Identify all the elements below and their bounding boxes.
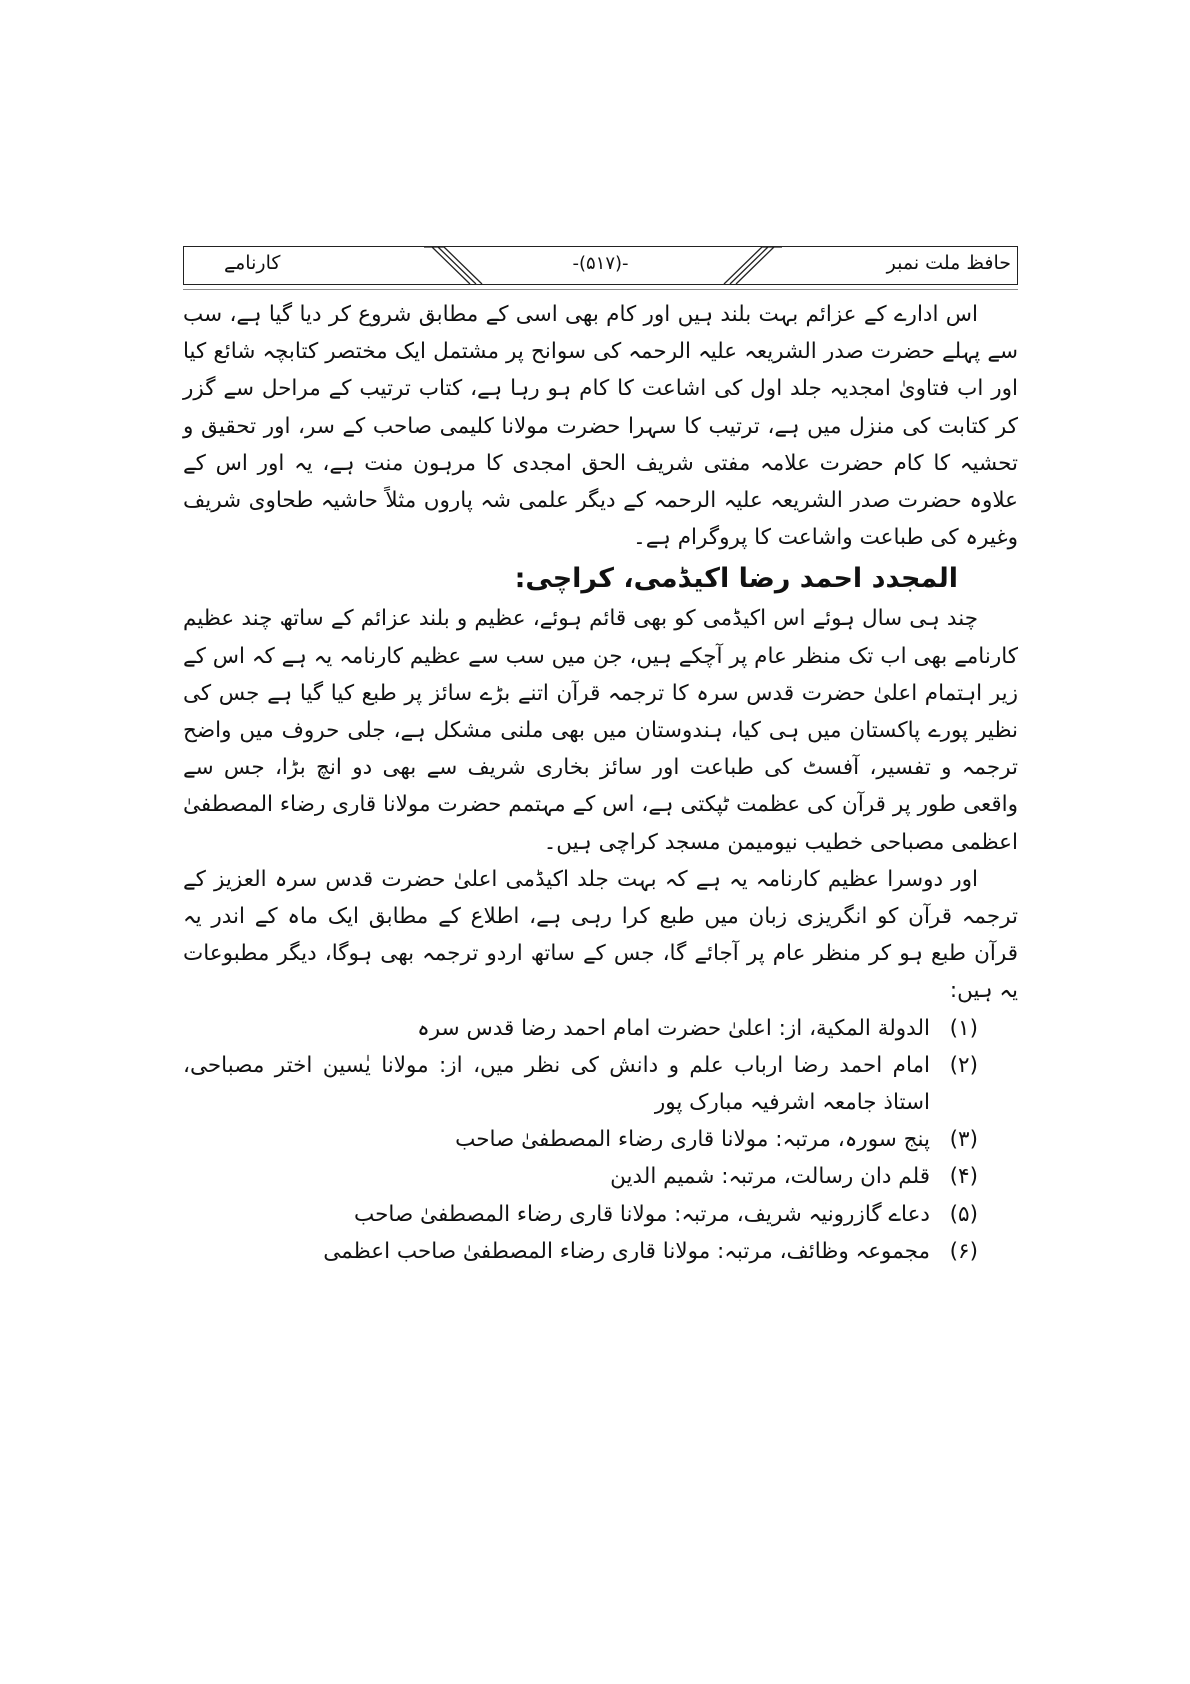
header-ornament-left xyxy=(424,246,484,285)
document-page xyxy=(183,246,1018,1270)
list-text: مجموعہ وظائف، مرتبہ: مولانا قاری رضاء المصطفیٰ صاحب اعظمی xyxy=(323,1238,930,1264)
list-item xyxy=(183,1196,978,1233)
list-item xyxy=(183,1047,978,1121)
publications-list xyxy=(183,1010,1018,1270)
list-item xyxy=(183,1010,978,1047)
section-title: کارنامے xyxy=(224,252,281,274)
list-number: (۵) xyxy=(949,1201,978,1227)
paragraph: چند ہی سال ہوئے اس اکیڈمی کو بھی قائم ہوئے، عظیم و بلند عزائم کے ساتھ چند عظیم کارنامے بھی اب تک منظر عام پر آچکے ہیں، جن میں سب سے عظیم کارنامہ یہ ہے کہ اس کے زیر اہتمام اعلیٰ حضرت قدس سرہ کا ترجمہ قرآن اتنے بڑے سائز پر طبع کیا گیا ہے جس کی نظیر پورے پاکستان میں ہی کیا، ہندوستان میں بھی ملنی مشکل ہے، جلی حروف میں واضح ترجمہ و تفسیر، آفسٹ کی طباعت اور سائز بخاری شریف سے بھی دو انچ بڑا، جس سے واقعی طور پر قرآن کی عظمت ٹپکتی ہے، اس کے مہتمم حضرت مولانا قاری رضاء المصطفیٰ اعظمی مصباحی خطیب نیومیمن مسجد کراچی ہیں۔ xyxy=(183,606,1018,855)
list-number: (۲) xyxy=(949,1052,978,1078)
list-text: دعاے گازرونیہ شریف، مرتبہ: مولانا قاری رضاء المصطفیٰ صاحب xyxy=(354,1201,930,1227)
list-item xyxy=(183,1233,978,1270)
list-item xyxy=(183,1121,978,1158)
list-number: (۶) xyxy=(949,1238,978,1264)
paragraph: اور دوسرا عظیم کارنامہ یہ ہے کہ بہت جلد اکیڈمی اعلیٰ حضرت قدس سرہ العزیز کے ترجمہ قرآن کو انگریزی زبان میں طبع کرا رہی ہے، اطلاع کے مطابق ایک ماہ کے اندر یہ قرآن طبع ہو کر منظر عام پر آجائے گا، جس کے ساتھ اردو ترجمہ بھی ہوگا، دیگر مطبوعات یہ ہیں: xyxy=(183,866,1018,1004)
list-number: (۱) xyxy=(949,1015,978,1041)
journal-title: حافظ ملت نمبر xyxy=(886,252,1011,274)
list-text: قلم دان رسالت، مرتبہ: شمیم الدین xyxy=(610,1164,930,1190)
list-number: (۴) xyxy=(949,1164,978,1190)
page-number: -(۵۱۷)- xyxy=(572,253,629,274)
header-rule xyxy=(183,284,1018,290)
list-text: امام احمد رضا ارباب علم و دانش کی نظر میں، از: مولانا یٰسین اختر مصباحی، استاذ جامعہ اشرفیہ مبارک پور xyxy=(183,1052,930,1116)
article-body xyxy=(183,296,1018,1270)
paragraph: اس ادارے کے عزائم بہت بلند ہیں اور کام بھی اسی کے مطابق شروع کر دیا گیا ہے، سب سے پہلے حضرت صدر الشریعہ علیہ الرحمہ کی سوانح پر مشتمل ایک مختصر کتابچہ شائع کیا اور اب فتاویٰ امجدیہ جلد اول کی اشاعت کا کام ہو رہا ہے، کتاب ترتیب کے مراحل سے گزر کر کتابت کی منزل میں ہے، ترتیب کا سہرا حضرت مولانا کلیمی صاحب کے سر، اور تحقیق و تحشیہ کا کام حضرت علامہ مفتی شریف الحق امجدی کا مرہون منت ہے، یہ اور اس کے علاوہ حضرت صدر الشریعہ علیہ الرحمہ کے دیگر علمی شہ پاروں مثلاً حاشیہ طحاوی شریف وغیرہ کی طباعت واشاعت کا پروگرام ہے۔ xyxy=(183,302,1018,551)
list-text: پنج سورہ، مرتبہ: مولانا قاری رضاء المصطفیٰ صاحب xyxy=(455,1127,930,1153)
list-item xyxy=(183,1158,978,1195)
list-number: (۳) xyxy=(949,1127,978,1153)
list-text: الدولة المکیة، از: اعلیٰ حضرت امام احمد رضا قدس سرہ xyxy=(417,1015,930,1041)
running-header xyxy=(183,246,1018,284)
section-heading: المجدد احمد رضا اکیڈمی، کراچی: xyxy=(514,563,958,595)
